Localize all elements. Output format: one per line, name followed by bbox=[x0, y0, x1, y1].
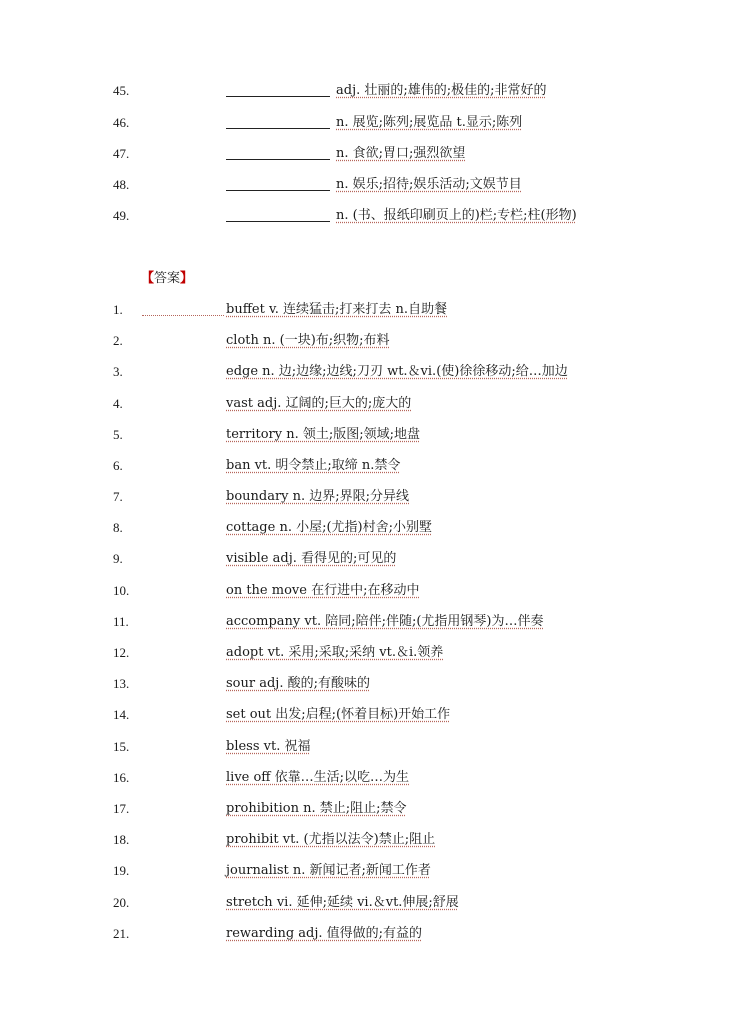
answer-row bbox=[0, 518, 737, 538]
question-number: 48. bbox=[113, 177, 130, 192]
answer-number: 13. bbox=[113, 676, 130, 691]
answer-row bbox=[0, 924, 737, 944]
answer-number: 1. bbox=[113, 302, 123, 317]
answer-number: 19. bbox=[113, 863, 130, 878]
answer-text: stretch vi. 延伸;延续 vi.＆vt.伸展;舒展 bbox=[226, 895, 459, 910]
answer-number: 18. bbox=[113, 832, 130, 847]
answer-leader-line bbox=[142, 315, 224, 316]
answer-header-label: 答案 bbox=[154, 271, 181, 286]
answer-row bbox=[0, 331, 737, 351]
answer-text: vast adj. 辽阔的;巨大的;庞大的 bbox=[226, 396, 412, 411]
answer-row bbox=[0, 861, 737, 881]
question-row bbox=[0, 81, 737, 101]
question-definition: n. (书、报纸印刷页上的)栏;专栏;柱(形物) bbox=[336, 208, 577, 223]
question-number: 46. bbox=[113, 115, 130, 130]
answer-row bbox=[0, 705, 737, 725]
answer-number: 10. bbox=[113, 583, 130, 598]
answer-text: cottage n. 小屋;(尤指)村舍;小别墅 bbox=[226, 520, 432, 535]
answer-text: cloth n. (一块)布;织物;布料 bbox=[226, 333, 390, 348]
answer-text: prohibit vt. (尤指以法令)禁止;阻止 bbox=[226, 832, 436, 847]
answer-text: live off 依靠…生活;以吃…为生 bbox=[226, 770, 410, 785]
answer-number: 8. bbox=[113, 520, 123, 535]
answer-number: 15. bbox=[113, 739, 130, 754]
answer-row bbox=[0, 893, 737, 913]
answer-number: 6. bbox=[113, 458, 123, 473]
answer-text: edge n. 边;边缘;边线;刀刃 wt.＆vi.(使)徐徐移动;给…加边 bbox=[226, 364, 568, 379]
answer-row bbox=[0, 643, 737, 663]
answer-number: 2. bbox=[113, 333, 123, 348]
question-row bbox=[0, 113, 737, 133]
question-number: 49. bbox=[113, 208, 130, 223]
answer-text: set out 出发;启程;(怀着目标)开始工作 bbox=[226, 707, 451, 722]
answer-text: prohibition n. 禁止;阻止;禁令 bbox=[226, 801, 407, 816]
question-definition: n. 展览;陈列;展览品 t.显示;陈列 bbox=[336, 115, 523, 130]
answer-row bbox=[0, 300, 737, 320]
answer-text: journalist n. 新闻记者;新闻工作者 bbox=[226, 863, 431, 878]
answer-row bbox=[0, 768, 737, 788]
answer-section-header bbox=[141, 269, 193, 289]
answer-row bbox=[0, 581, 737, 601]
question-row bbox=[0, 144, 737, 164]
answer-number: 3. bbox=[113, 364, 123, 379]
answer-text: sour adj. 酸的;有酸味的 bbox=[226, 676, 370, 691]
answer-number: 4. bbox=[113, 396, 123, 411]
answer-number: 9. bbox=[113, 551, 123, 566]
question-row bbox=[0, 206, 737, 226]
answer-row bbox=[0, 549, 737, 569]
answer-number: 7. bbox=[113, 489, 123, 504]
answer-row bbox=[0, 830, 737, 850]
answer-row bbox=[0, 456, 737, 476]
answer-text: ban vt. 明令禁止;取缔 n.禁令 bbox=[226, 458, 401, 473]
header-bracket-right: 】 bbox=[180, 271, 194, 286]
answer-number: 5. bbox=[113, 427, 123, 442]
answer-number: 16. bbox=[113, 770, 130, 785]
answer-blank[interactable] bbox=[226, 128, 330, 129]
question-number: 45. bbox=[113, 83, 130, 98]
answer-text: boundary n. 边界;界限;分异线 bbox=[226, 489, 410, 504]
answer-number: 17. bbox=[113, 801, 130, 816]
answer-number: 11. bbox=[113, 614, 129, 629]
answer-number: 12. bbox=[113, 645, 130, 660]
answer-row bbox=[0, 487, 737, 507]
answer-number: 21. bbox=[113, 926, 130, 941]
answer-text: adopt vt. 采用;采取;采纳 vt.＆i.领养 bbox=[226, 645, 444, 660]
answer-row bbox=[0, 674, 737, 694]
answer-blank[interactable] bbox=[226, 96, 330, 97]
answer-row bbox=[0, 362, 737, 382]
answer-row bbox=[0, 425, 737, 445]
answer-text: rewarding adj. 值得做的;有益的 bbox=[226, 926, 423, 941]
answer-text: territory n. 领土;版图;领域;地盘 bbox=[226, 427, 421, 442]
answer-row bbox=[0, 394, 737, 414]
answer-blank[interactable] bbox=[226, 159, 330, 160]
answer-row bbox=[0, 737, 737, 757]
answer-text: accompany vt. 陪同;陪伴;伴随;(尤指用钢琴)为…伴奏 bbox=[226, 614, 544, 629]
answer-blank[interactable] bbox=[226, 190, 330, 191]
answer-row bbox=[0, 612, 737, 632]
question-definition: n. 食欲;胃口;强烈欲望 bbox=[336, 146, 466, 161]
answer-text: visible adj. 看得见的;可见的 bbox=[226, 551, 397, 566]
question-definition: adj. 壮丽的;雄伟的;极佳的;非常好的 bbox=[336, 83, 547, 98]
answer-text: bless vt. 祝福 bbox=[226, 739, 311, 754]
answer-blank[interactable] bbox=[226, 221, 330, 222]
question-number: 47. bbox=[113, 146, 130, 161]
header-bracket-left: 【 bbox=[141, 271, 155, 286]
answer-row bbox=[0, 799, 737, 819]
answer-text: buffet v. 连续猛击;打来打去 n.自助餐 bbox=[226, 302, 448, 317]
answer-text: on the move 在行进中;在移动中 bbox=[226, 583, 420, 598]
question-definition: n. 娱乐;招待;娱乐活动;文娱节目 bbox=[336, 177, 522, 192]
answer-number: 14. bbox=[113, 707, 130, 722]
answer-number: 20. bbox=[113, 895, 130, 910]
question-row bbox=[0, 175, 737, 195]
